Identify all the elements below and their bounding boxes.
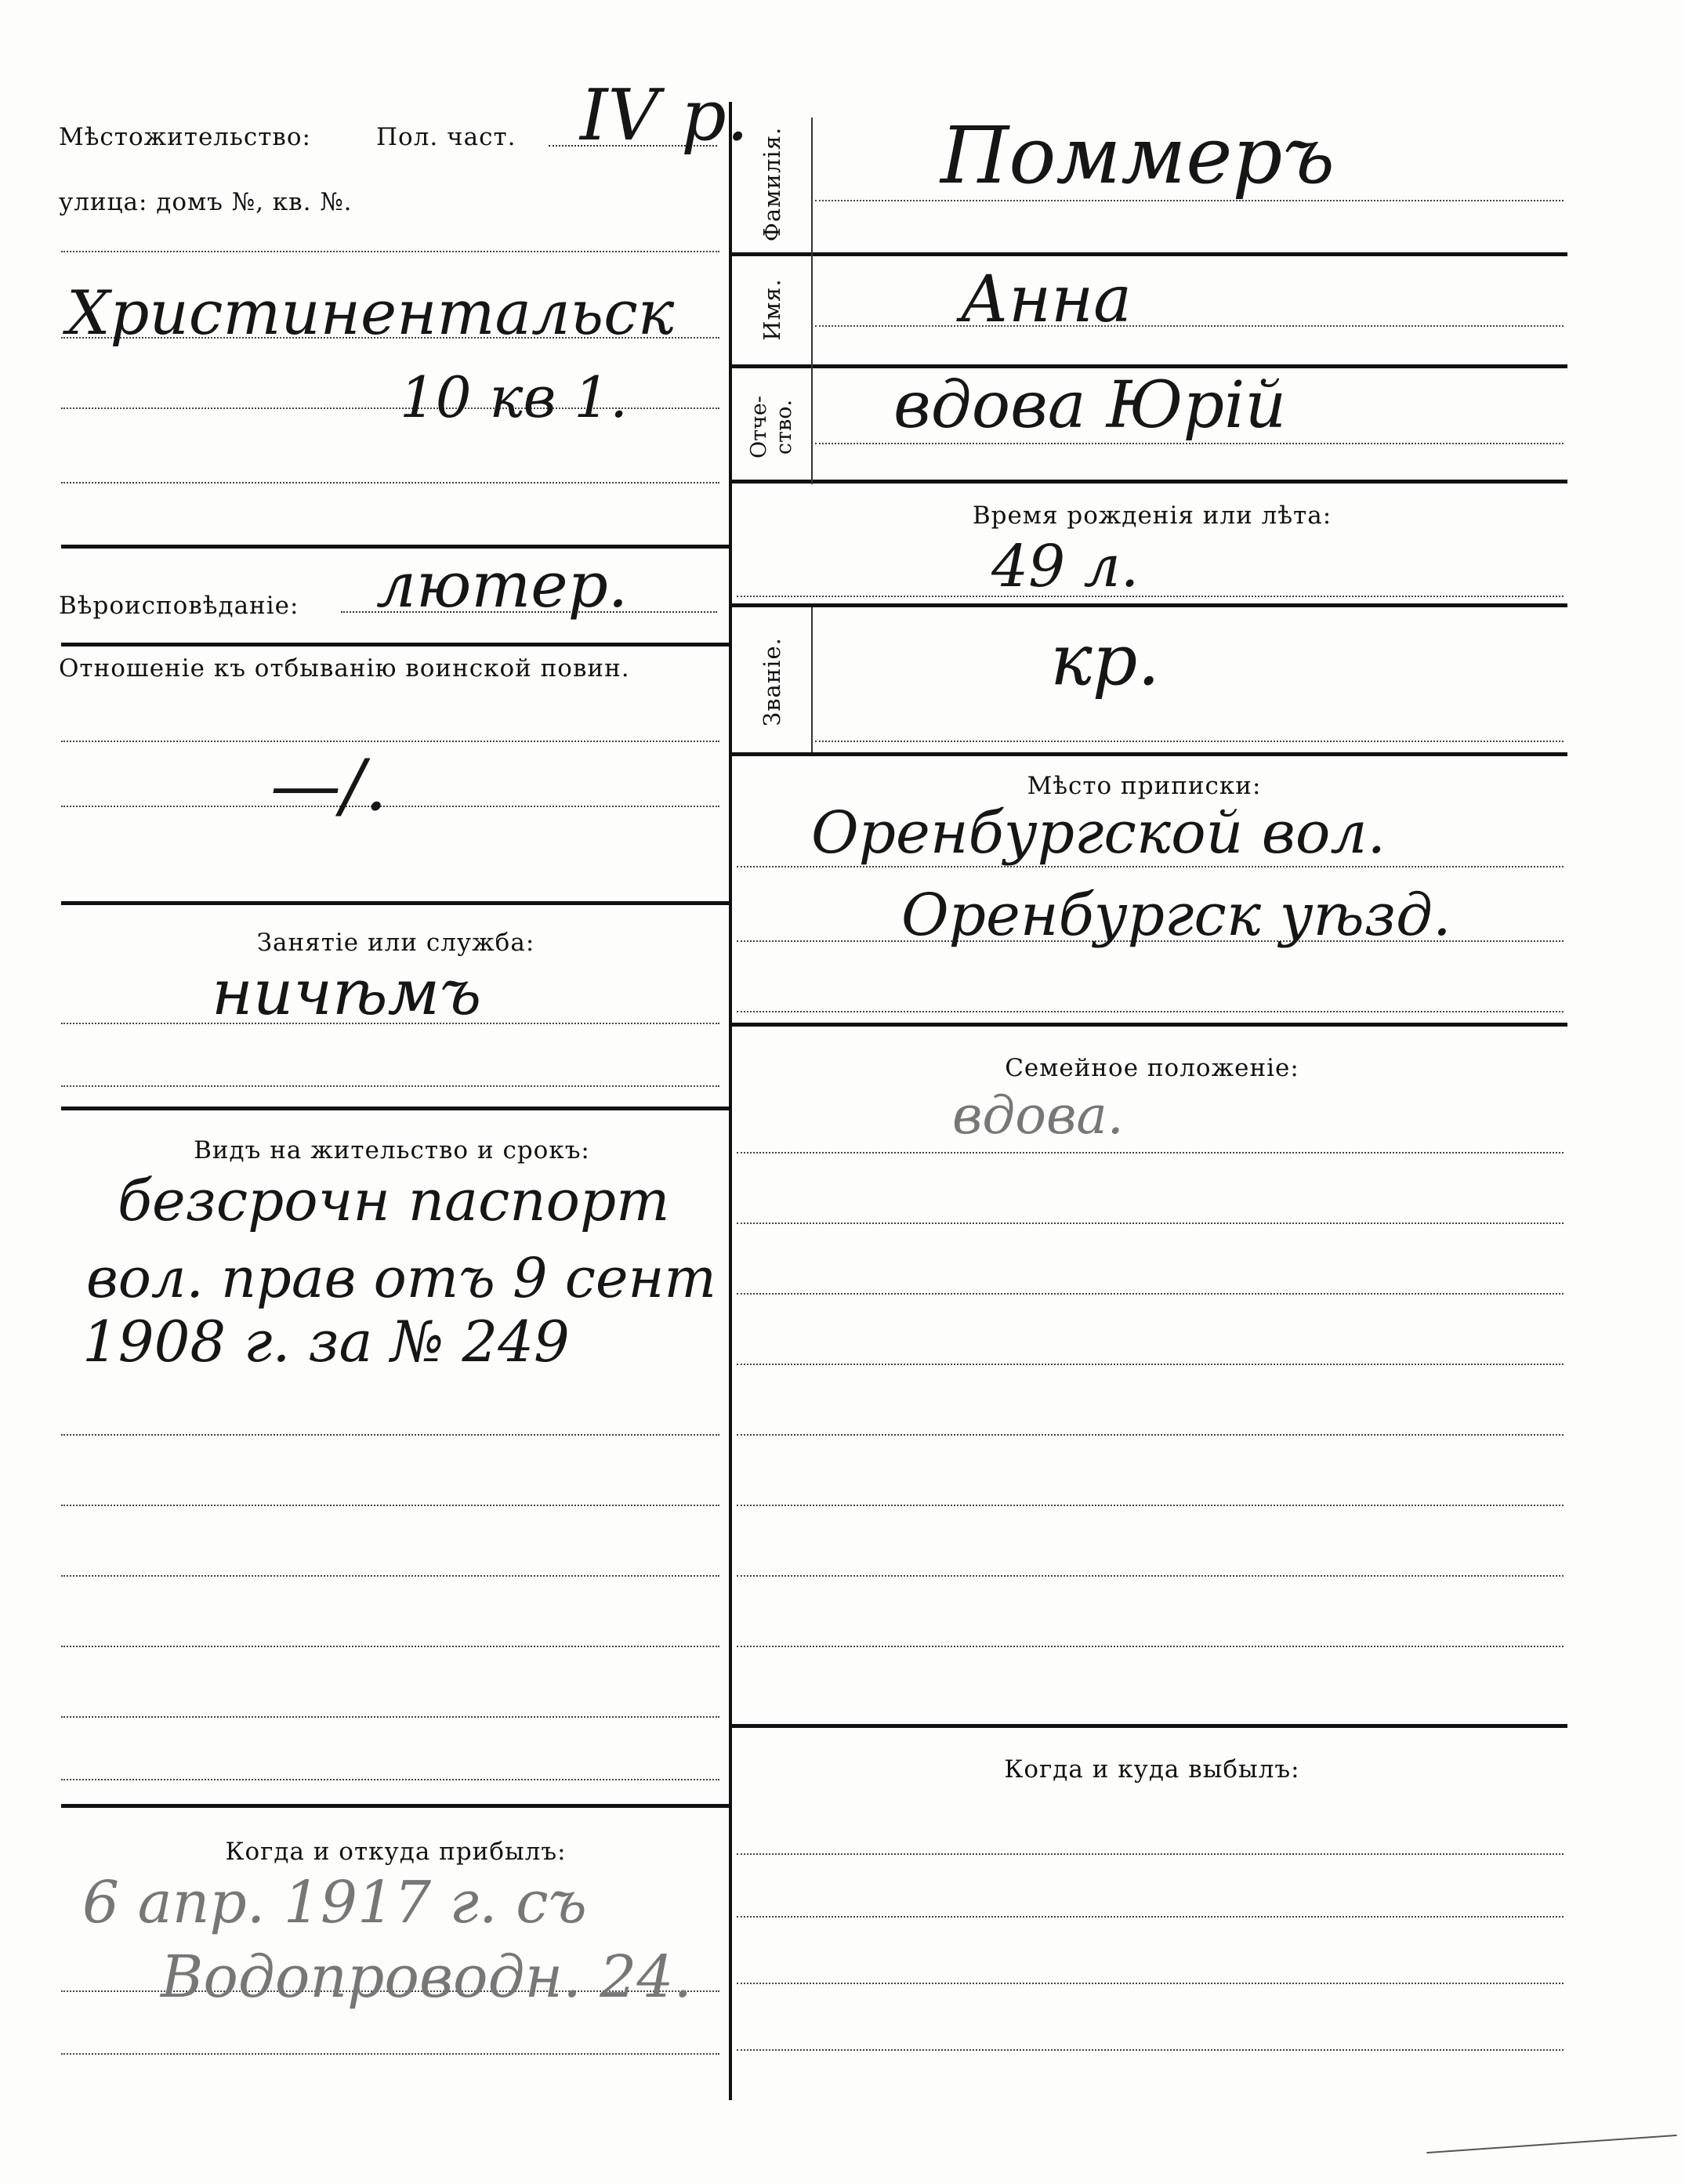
dotted-line (61, 1716, 719, 1718)
arrival-line-1: 6 апр. 1917 г. съ (82, 1869, 587, 1936)
house-value: 10 кв 1. (400, 364, 628, 430)
military-value: —/. (270, 744, 387, 827)
left-separator-4 (61, 1106, 729, 1110)
dotted-line (61, 2053, 719, 2055)
patronymic-label-line-1: Отче- (747, 395, 771, 459)
left-separator-3 (61, 901, 729, 905)
patronymic-value: вдова Юрій (893, 368, 1287, 443)
dotted-line (737, 1983, 1564, 1984)
dotted-line (61, 1434, 719, 1436)
arrival-label: Когда и откуда прибылъ: (225, 1838, 567, 1866)
name-value: Анна (960, 263, 1132, 337)
right-separator-6 (732, 1023, 1567, 1027)
right-separator-7 (732, 1724, 1567, 1728)
permit-line-3: 1908 г. за № 249 (82, 1309, 570, 1375)
dotted-line (61, 251, 719, 252)
military-label: Отношеніе къ отбыванію воинской повин. (59, 654, 630, 683)
dotted-line (737, 1364, 1564, 1365)
center-divider (729, 102, 732, 2100)
dotted-line (737, 596, 1564, 597)
label-column-line-1 (811, 118, 813, 484)
right-separator-5 (732, 752, 1567, 756)
religion-value: лютер. (376, 549, 629, 621)
family-status-label: Семейное положеніе: (1005, 1054, 1299, 1082)
police-part-label: Пол. част. (376, 123, 516, 151)
label-column-line-2 (811, 607, 813, 752)
patronymic-label-line-2: ство. (772, 399, 796, 455)
dotted-line (737, 1853, 1564, 1855)
permit-label: Видъ на жительство и срокъ: (194, 1136, 590, 1164)
dotted-line (61, 806, 719, 807)
dotted-line (737, 1152, 1564, 1154)
scan-edge-line (1426, 2135, 1676, 2153)
rank-label: Званіе. (759, 637, 785, 726)
street-value: Христинентальск (67, 278, 675, 349)
dotted-line (61, 1085, 719, 1087)
arrival-line-2: Водопроводн. 24. (161, 1943, 692, 2011)
police-part-value: IV р. (580, 74, 749, 157)
registration-line-2: Оренбургск уѣзд. (901, 882, 1451, 949)
right-separator-3 (732, 480, 1567, 484)
dotted-line (815, 443, 1564, 444)
dotted-line (737, 1646, 1564, 1647)
permit-line-2: вол. прав отъ 9 сент (86, 1246, 716, 1310)
dotted-line (61, 1575, 719, 1577)
dotted-line (61, 741, 719, 742)
dotted-line (61, 1505, 719, 1506)
street-label: улица: домъ №, кв. №. (59, 188, 353, 216)
left-separator-5 (61, 1804, 729, 1808)
dotted-line (61, 1779, 719, 1780)
permit-line-1: безсрочн паспорт (118, 1168, 670, 1233)
occupation-label: Занятіе или служба: (256, 929, 535, 957)
dotted-line (737, 1011, 1564, 1012)
occupation-value: ничѣмъ (212, 956, 482, 1029)
dotted-line (737, 1505, 1564, 1506)
rank-value: кр. (1050, 619, 1160, 701)
registration-label: Мѣсто приписки: (1027, 772, 1262, 800)
left-separator-2 (61, 643, 729, 647)
right-separator-4 (732, 603, 1567, 607)
dotted-line (737, 1575, 1564, 1577)
name-label: Имя. (759, 278, 785, 341)
religion-label: Вѣроисповѣданіе: (59, 592, 299, 620)
residence-label: Мѣстожительство: (59, 123, 311, 151)
patronymic-label (747, 396, 797, 458)
surname-value: Поммеръ (940, 110, 1335, 201)
dotted-line (737, 2049, 1564, 2051)
dotted-line (737, 1293, 1564, 1295)
dotted-line (815, 741, 1564, 742)
departure-label: Когда и куда выбылъ: (1004, 1755, 1300, 1784)
dotted-line (61, 482, 719, 484)
family-status-value: вдова. (952, 1085, 1124, 1146)
registration-line-1: Оренбургской вол. (811, 799, 1386, 867)
surname-label: Фамилія. (759, 126, 785, 242)
dotted-line (737, 1434, 1564, 1436)
birth-value: 49 л. (991, 533, 1140, 600)
right-separator-1 (732, 252, 1567, 256)
dotted-line (737, 1916, 1564, 1918)
dotted-line (61, 1646, 719, 1647)
dotted-line (815, 325, 1564, 327)
dotted-line (737, 1222, 1564, 1224)
birth-label: Время рожденія или лѣта: (972, 502, 1332, 530)
